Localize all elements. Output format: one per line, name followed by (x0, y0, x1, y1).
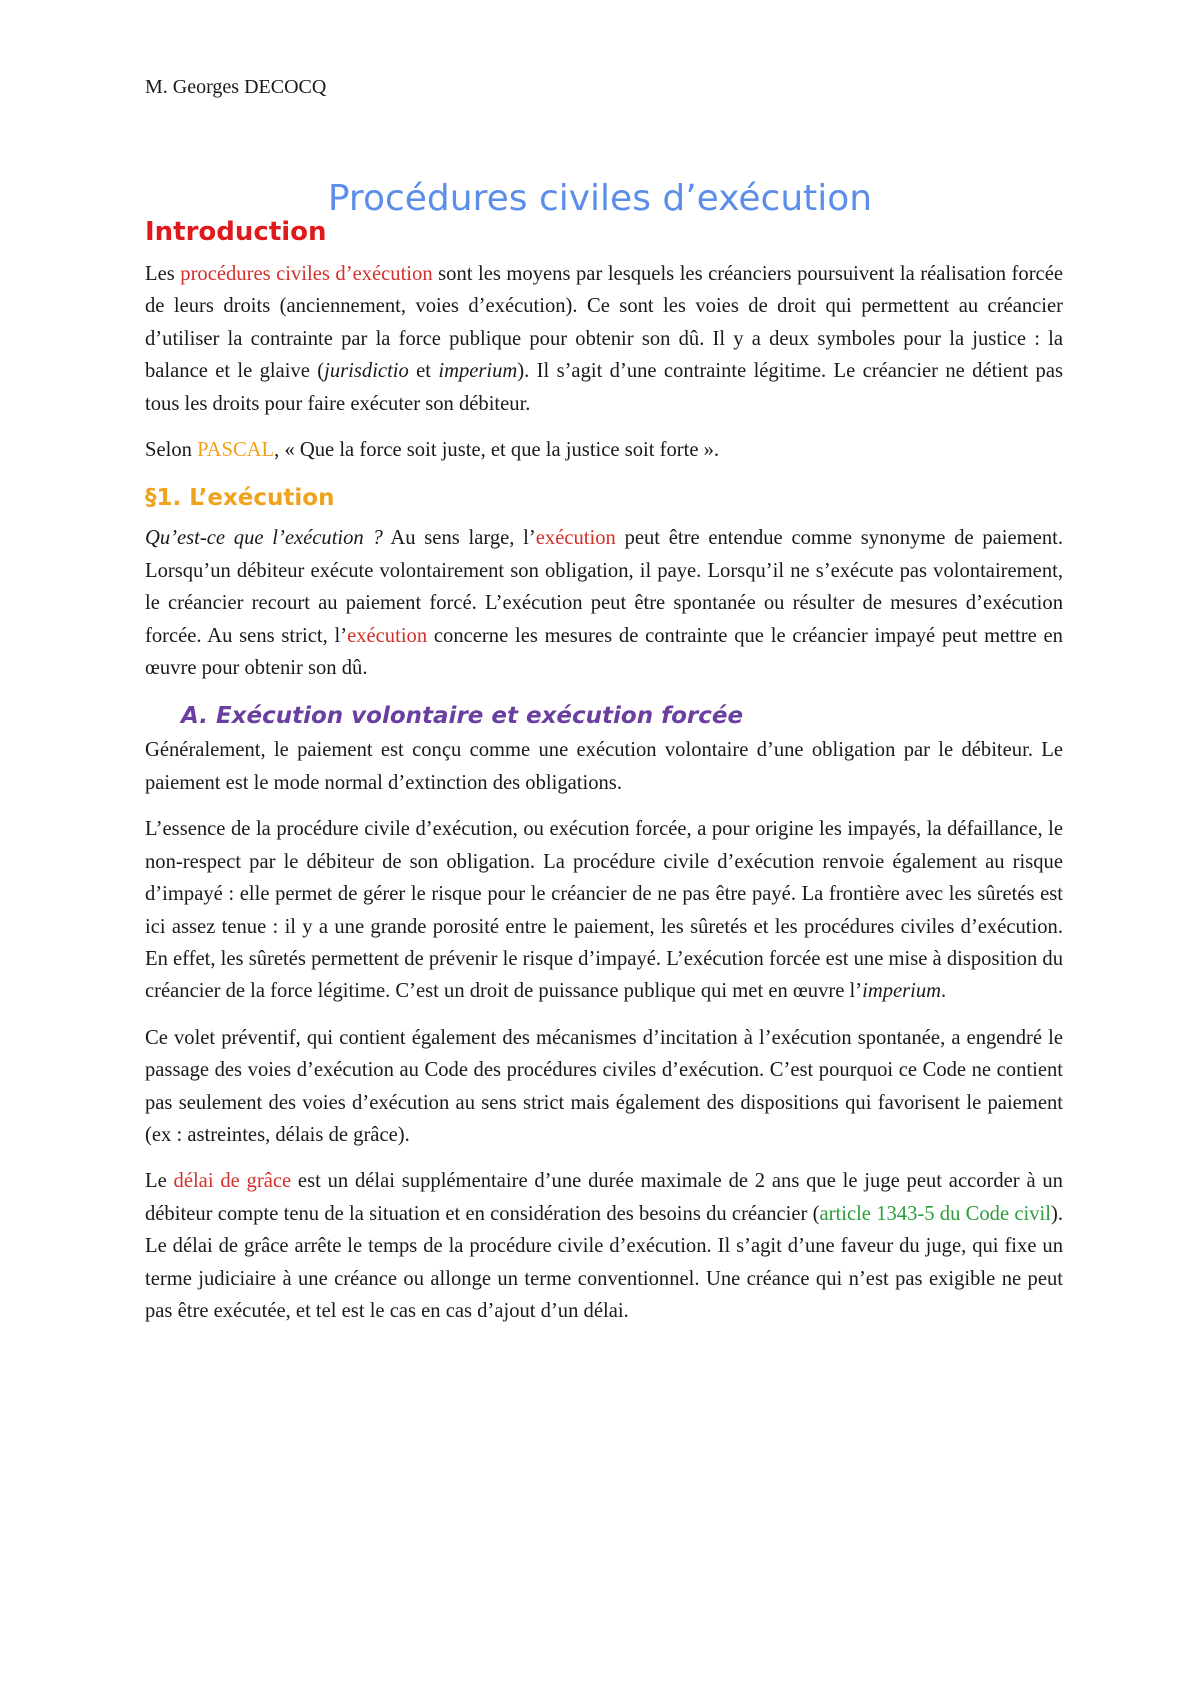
text-run: L’essence de la procédure civile d’exécution, ou exécution forcée, a pour origine les impayés, la défaillance, le non-respect par le débiteur de son obligation. La procédure civile d’exécution renvoie également au risque d’impayé : elle permet de gérer le risque pour le créancier de ne pas être payé. La frontière avec les sûretés est ici assez tenue : il y a une grande porosité entre le paiement, les sûretés et les procédures civiles d’exécution. En effet, les sûretés permettent de prévenir le risque d’impayé. L’exécution forcée est une mise à disposition du créancier de la force légitime. C’est un droit de puissance publique qui met en œuvre l’ (145, 818, 1063, 1003)
text-run: Selon (145, 439, 198, 462)
heading-section-1: §1. L’exécution (145, 485, 335, 512)
term-imperium-2: imperium (862, 980, 942, 1003)
text-run: Les (145, 263, 181, 285)
intro-paragraph-2 (145, 434, 1063, 466)
author-name: M. Georges DECOCQ (145, 76, 327, 98)
text-run: ). Le délai de grâce arrête le temps de la procédure civile d’exécution. Il s’agit d’une faveur du juge, qui fixe un terme judiciaire à une créance ou allonge un terme conventionnel. Une créance qui n’est pas exigible ne peut pas être exécutée, et tel est le cas en cas d’ajout d’un délai. (145, 1202, 1063, 1322)
intro-paragraph-1 (145, 258, 1063, 420)
name-pascal: PASCAL (197, 439, 275, 462)
term-jurisdictio: jurisdictio (324, 360, 409, 383)
text-run: et (408, 360, 439, 383)
text-run: concerne les mesures de contrainte que le créancier impayé peut mettre en œuvre pour obtenir son dû. (145, 624, 1063, 680)
text-run: . (941, 980, 947, 1003)
section1-paragraph-1 (145, 522, 1063, 684)
text-run: Le (145, 1170, 174, 1193)
text-run: sont les moyens par lesquels les créanciers poursuivent la réalisation forcée de leurs droits (anciennement, voies d’exécution). Ce sont les voies de droit qui permettent au créancier d’utiliser la contrainte par la force publique pour obtenir son dû. Il y a deux symboles pour la justice : la balance et le glaive ( (145, 263, 1063, 383)
document-body (145, 212, 1063, 1341)
term-execution-2: exécution (347, 624, 428, 647)
term-procedures-civiles: procédures civiles d’exécution (180, 263, 433, 285)
text-run: Au sens large, l’ (382, 527, 536, 550)
reference-article-1343-5: article 1343-5 du Code civil (819, 1202, 1051, 1225)
term-execution-1: exécution (535, 527, 616, 550)
document-title: Procédures civiles d’exécution (327, 178, 873, 220)
subA-paragraph-1: Généralement, le paiement est conçu comme une exécution volontaire d’une obligation par le débiteur. Le paiement est le mode normal d’extinction des obligations. (145, 739, 1063, 794)
heading-introduction: Introduction (145, 217, 327, 247)
subA-paragraph-4 (145, 1165, 1063, 1327)
text-run: peut être entendue comme synonyme de paiement. Lorsqu’un débiteur exécute volontairement son obligation, il paye. Lorsqu’il ne s’exécute pas volontairement, le créancier recourt au paiement forcé. L’exécution peut être spontanée ou résulter de mesures d’exécution forcée. Au sens strict, l’ (145, 527, 1063, 647)
subA-paragraph-2 (145, 813, 1063, 1007)
question-text: Qu’est-ce que l’exécution ? (145, 527, 383, 550)
text-run: , « Que la force soit juste, et que la justice soit forte ». (274, 439, 720, 462)
term-imperium: imperium (438, 360, 518, 383)
subA-paragraph-3: Ce volet préventif, qui contient également des mécanismes d’incitation à l’exécution spontanée, a engendré le passage des voies d’exécution au Code des procédures civiles d’exécution. C’est pourquoi ce Code ne contient pas seulement des voies d’exécution au sens strict mais également des dispositions qui favorisent le paiement (ex : astreintes, délais de grâce). (145, 1026, 1063, 1146)
term-delai-de-grace: délai de grâce (173, 1170, 292, 1193)
heading-subsection-a: A. Exécution volontaire et exécution forcée (181, 703, 744, 730)
text-run: est un délai supplémentaire d’une durée maximale de 2 ans que le juge peut accorder à un débiteur compte tenu de la situation et en considération des besoins du créancier ( (145, 1170, 1063, 1225)
text-run: ). Il s’agit d’une contrainte légitime. Le créancier ne détient pas tous les droits pour faire exécuter son débiteur. (145, 360, 1063, 415)
